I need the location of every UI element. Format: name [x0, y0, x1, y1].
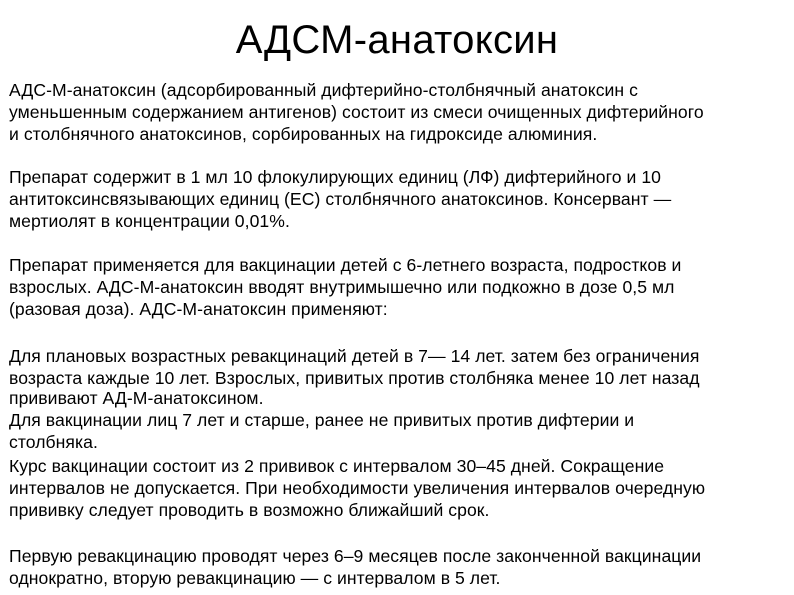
text-line: АДС-М-анатоксин (адсорбированный дифтерийно-столбнячный анатоксин с	[9, 80, 638, 100]
text-line: взрослых. АДС-М-анатоксин вводят внутримышечно или подкожно в дозе 0,5 мл	[9, 277, 675, 297]
text-line: Препарат содержит в 1 мл 10 флокулирующих единиц (ЛФ) дифтерийного и 10	[9, 167, 661, 187]
text-line: (разовая доза). АДС-М-анатоксин применяют:	[9, 299, 388, 319]
text-line: возраста каждые 10 лет. Взрослых, привитых против столбняка менее 10 лет назад	[9, 368, 700, 388]
text-line: столбняка.	[9, 432, 98, 452]
text-line: мертиолят в концентрации 0,01%.	[9, 211, 290, 231]
text-line: и столбнячного анатоксинов, сорбированных на гидроксиде алюминия.	[9, 124, 598, 144]
text-line: Курс вакцинации состоит из 2 прививок с интервалом 30–45 дней. Сокращение	[9, 456, 665, 476]
text-line: прививают АД-М-анатоксином.	[9, 388, 264, 408]
text-line: Для плановых возрастных ревакцинаций детей в 7— 14 лет. затем без ограничения	[9, 346, 700, 366]
text-line: Первую ревакцинацию проводят через 6–9 месяцев после законченной вакцинации	[9, 546, 702, 566]
text-line: однократно, вторую ревакцинацию — с интервалом в 5 лет.	[9, 568, 501, 588]
text-line: интервалов не допускается. При необходимости увеличения интервалов очередную	[9, 478, 706, 498]
text-line: прививку следует проводить в возможно ближайший срок.	[9, 500, 490, 520]
text-line: Препарат применяется для вакцинации детей с 6-летнего возраста, подростков и	[9, 255, 682, 275]
text-line: Для вакцинации лиц 7 лет и старше, ранее не привитых против дифтерии и	[9, 410, 635, 430]
text-line: антитоксинсвязывающих единиц (ЕС) столбнячного анатоксинов. Консервант —	[9, 189, 672, 209]
slide-title: АДСМ-анатоксин	[235, 18, 559, 62]
text-line: уменьшенным содержанием антигенов) состоит из смеси очищенных дифтерийного	[9, 102, 704, 122]
